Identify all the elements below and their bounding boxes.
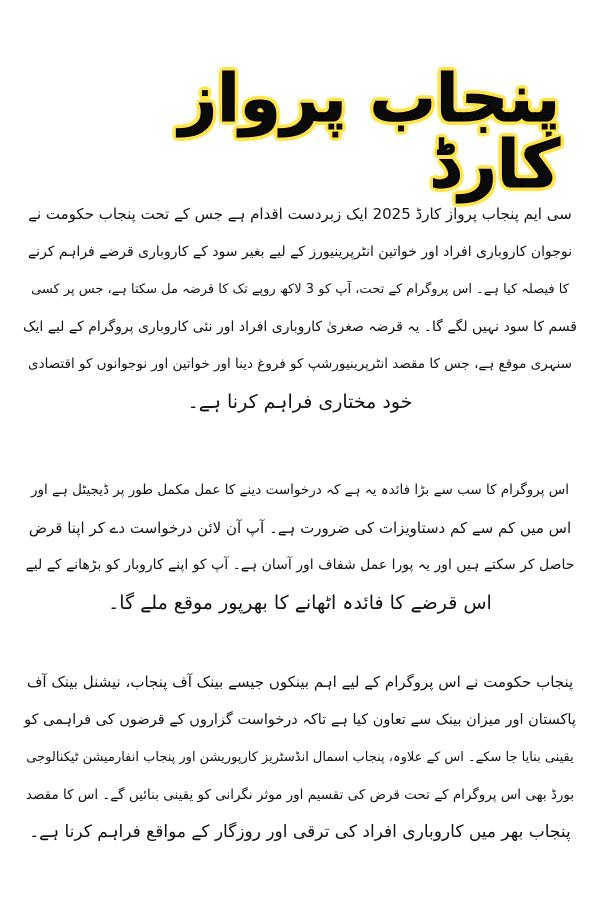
paragraph-benefits [22,472,578,622]
paragraph-line: پنجاب حکومت نے اس پروگرام کے لیے اہم بینکوں جیسے بینک آف پنجاب، نیشنل بینک آف [26,673,574,691]
paragraph-line: اس میں کم سے کم دستاویزات کی ضرورت ہے۔ آپ آن لائن درخواست دے کر اپنا قرض [28,518,572,537]
paragraph-line: اس پروگرام کا سب سے بڑا فائدہ یہ ہے کہ درخواست دینے کا عمل مکمل طور پر ڈیجیٹل ہے اور [30,482,570,498]
paragraph-line: پاکستان اور میزان بینک سے تعاون کیا ہے تاکہ درخواست گزاروں کے قرضوں کی فراہمی کو [24,711,576,728]
paragraph-line: حاصل کر سکتے ہیں اور یہ پورا عمل شفاف اور آسان ہے۔ آپ کو اپنے کاروبار کو بڑھانے کے لیے [25,557,575,573]
paragraph-line: اس قرضے کا فائدہ اٹھانے کا بھرپور موقع ملے گا۔ [108,591,492,614]
paragraph-line: سنہری موقع ہے، جس کا مقصد انٹرپرینیورشپ کو فروغ دینا اور خواتین اور نوجوانوں کو اقتصادی [28,356,572,372]
paragraph-line: بورڈ بھی اس پروگرام کے تحت قرض کی تقسیم اور موثر نگرانی کو یقینی بنائیں گے۔ اس کا مقصد [25,786,575,803]
paragraph-line: قسم کا سود نہیں لگے گا۔ یہ قرضہ صغریٰ کاروباری افراد اور نئی کاروباری پروگرام کے لیے ایک [22,318,578,335]
paragraph-line: کا فیصلہ کیا ہے۔ اس پروگرام کے تحت، آپ کو 3 لاکھ روپے تک کا قرضہ مل سکتا ہے، جس پر کسی [31,282,569,297]
paragraph-line: یقینی بنایا جا سکے۔ اس کے علاوہ، پنجاب اسمال انڈسٹریز کارپوریشن اور پنجاب انفارمیشن ٹیکنالوجی [26,750,574,765]
paragraph-line: خود مختاری فراہم کرنا ہے۔ [187,390,413,413]
paragraph-line: نوجوان کاروباری افراد اور خواتین انٹرپرینیورز کے لیے بغیر سود کے کاروباری قرضے فراہم کرنے [27,243,573,260]
page-title: پنجاب پرواز کارڈ [179,60,560,204]
paragraph-line: پنجاب بھر میں کاروباری افراد کی ترقی اور روزگار کے مواقع فراہم کرنا ہے۔ [29,822,571,842]
paragraph-line: سی ایم پنجاب پرواز کارڈ 2025 ایک زبردست اقدام ہے جس کے تحت پنجاب حکومت نے [28,205,572,223]
paragraph-intro [22,196,578,421]
paragraph-partners [22,664,578,852]
